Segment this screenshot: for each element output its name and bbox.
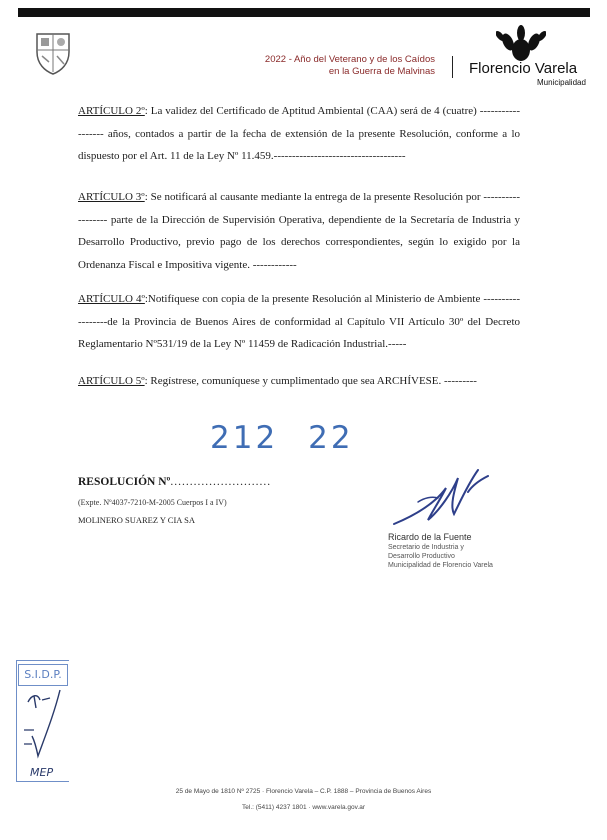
resolution-number-stamp bbox=[210, 420, 384, 456]
sidp-stamp-title: S.I.D.P. bbox=[18, 664, 68, 686]
article-2-label: ARTÍCULO 2º bbox=[78, 105, 145, 117]
resolution-year: 22 bbox=[308, 420, 354, 456]
signatory-name: Ricardo de la Fuente bbox=[388, 532, 472, 542]
municipal-crest-icon bbox=[34, 30, 72, 76]
article-5-label: ARTÍCULO 5º bbox=[78, 375, 145, 387]
resolution-line bbox=[78, 476, 271, 488]
resolution-label: RESOLUCIÓN Nº bbox=[78, 476, 171, 488]
florencio-varela-logo-icon bbox=[496, 24, 546, 62]
signatory-role-line-3: Municipalidad de Florencio Varela bbox=[388, 562, 493, 569]
resolution-dots: .......................... bbox=[170, 476, 272, 488]
company-name: MOLINERO SUAREZ Y CIA SA bbox=[78, 515, 195, 525]
article-3-text: : Se notificará al causante mediante la entrega de la presente Resolución por ------------------ parte de la Dirección de Supervisión Operativa, dependiente de la Secretaría de Industria y Desarrollo Productivo, previo pago de los derechos correspondientes, según lo exigido por la Ordenanza Fiscal e Impositiva vigente. ------------ bbox=[78, 191, 520, 271]
year-motto-line-2: en la Guerra de Malvinas bbox=[328, 66, 435, 77]
signatory-role-line-2: Desarrollo Productivo bbox=[388, 553, 455, 560]
article-5-text: : Regístrese, comuníquese y cumplimentado que sea ARCHÍVESE. --------- bbox=[144, 375, 477, 387]
footer-address: 25 de Mayo de 1810 Nº 2725 · Florencio Varela – C.P. 1888 – Provincia de Buenos Aires bbox=[175, 788, 432, 795]
article-3-label: ARTÍCULO 3º bbox=[78, 191, 145, 203]
footer-contact: Tel.: (5411) 4237 1801 · www.varela.gov.ar bbox=[242, 804, 365, 811]
municipality-name: Florencio Varela bbox=[469, 60, 578, 77]
article-4-text: :Notifíquese con copia de la presente Resolución al Ministerio de Ambiente ------------------de la Provincia de Buenos Aires de conformidad al Capítulo VII Artículo 30º del Decreto Reglamentario Nº531/19 de la Ley Nº 11459 de Radicación Industrial.----- bbox=[78, 293, 520, 350]
article-4 bbox=[78, 288, 520, 356]
article-2-text: : La validez del Certificado de Aptitud Ambiental (CAA) será de 4 (cuatre) ------------------ años, contados a partir de la fecha de extensión de la presente Resolución, conforme a lo dispuesto por el Art. 11 de la Ley Nº 11.459.------------------------------------ bbox=[78, 105, 521, 162]
signatory-role-line-1: Secretario de Industria y bbox=[388, 544, 464, 551]
year-motto bbox=[265, 54, 435, 78]
article-5 bbox=[78, 370, 520, 393]
header-divider bbox=[452, 56, 453, 78]
expediente-reference: (Expte. Nº4037-7210-M-2005 Cuerpos I a IV) bbox=[78, 498, 227, 507]
resolution-number: 212 bbox=[210, 420, 279, 456]
year-motto-line-1: 2022 - Año del Veterano y de los Caídos bbox=[264, 54, 435, 65]
stamp-code: MEP bbox=[30, 766, 54, 779]
top-border-bar bbox=[18, 8, 590, 17]
article-4-label: ARTÍCULO 4º bbox=[78, 293, 145, 305]
handwritten-signature bbox=[388, 462, 498, 532]
signatory-role bbox=[388, 543, 498, 570]
municipality-subtitle: Municipalidad bbox=[537, 78, 586, 87]
article-3 bbox=[78, 186, 520, 276]
article-2 bbox=[78, 100, 520, 168]
